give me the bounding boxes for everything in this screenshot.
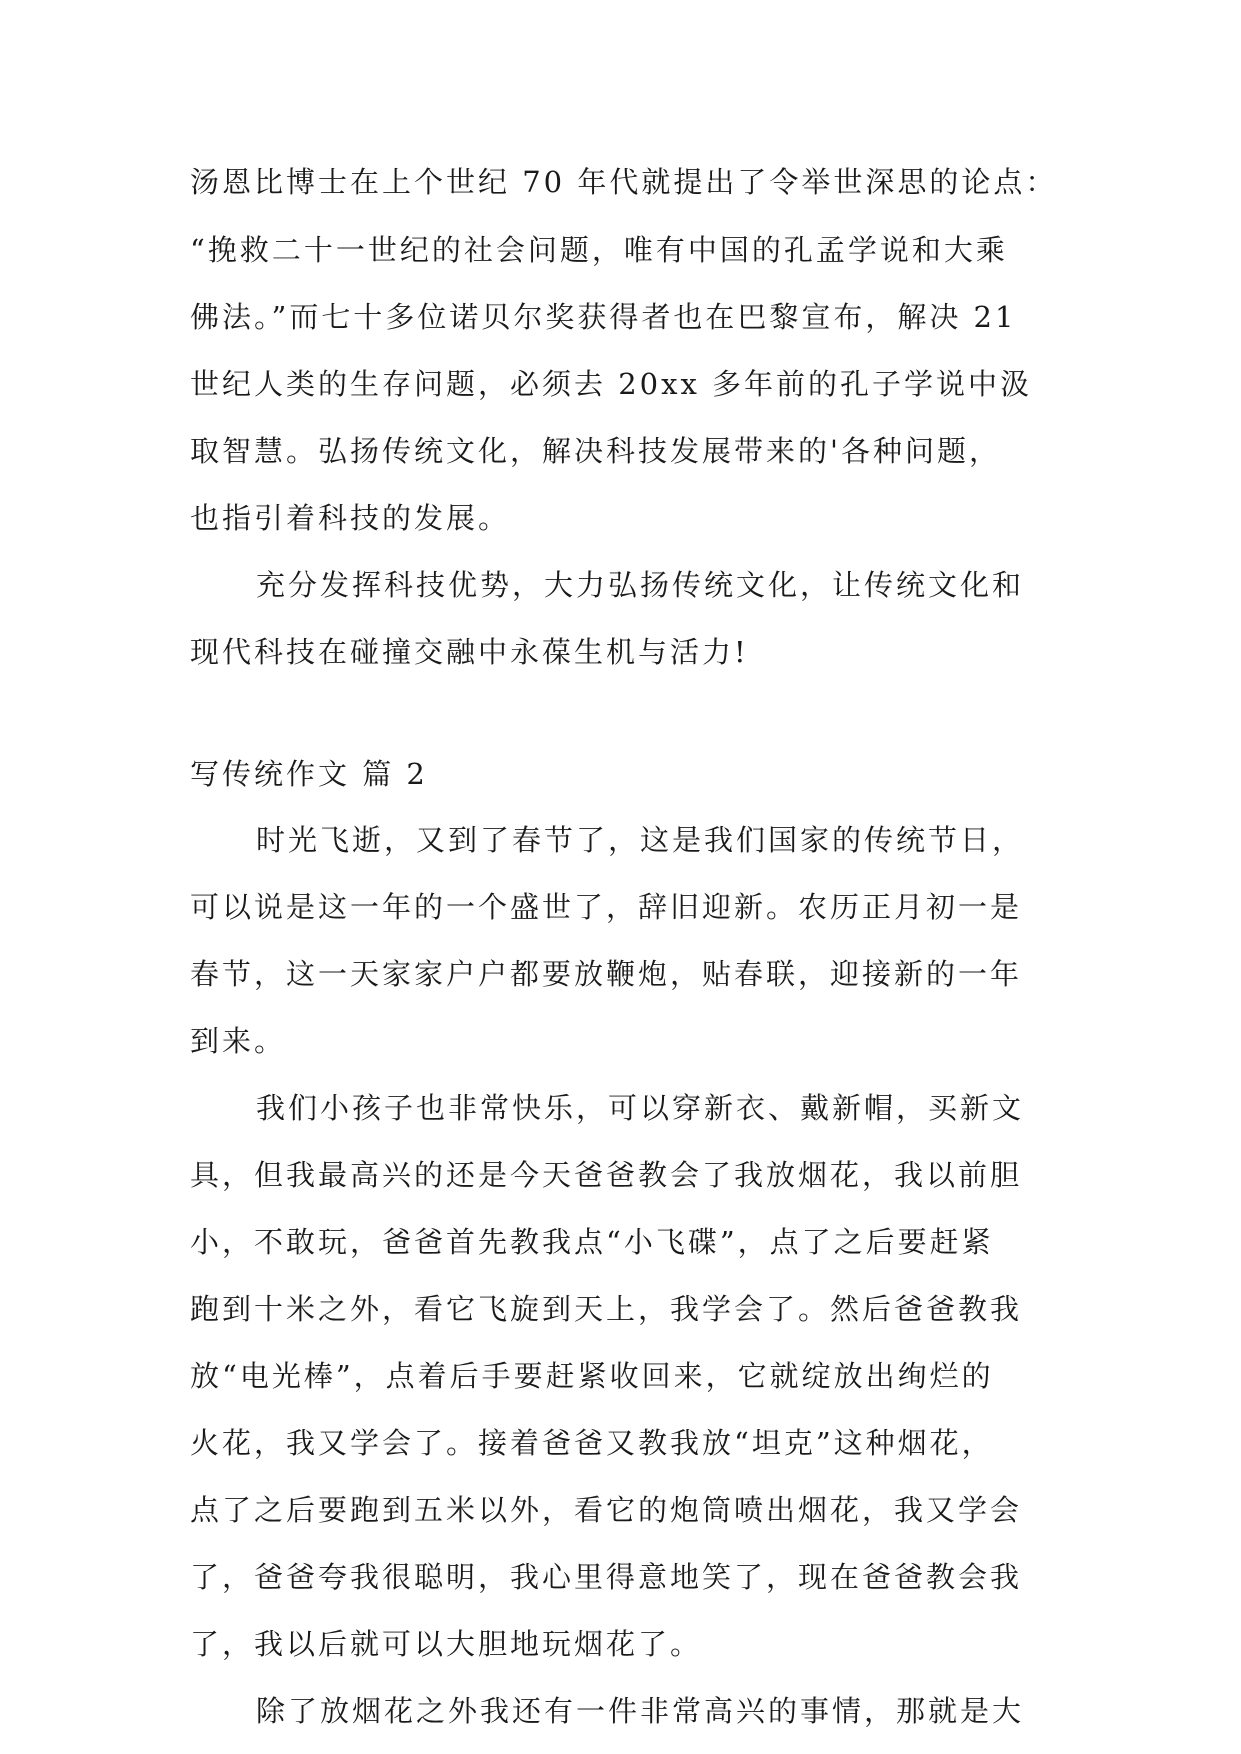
- text-line: 春节，这一天家家户户都要放鞭炮，贴春联，迎接新的一年: [190, 957, 1023, 991]
- text-line: 到来。: [190, 1024, 287, 1058]
- text-line: 点了之后要跑到五米以外，看它的炮筒喷出烟花，我又学会: [190, 1493, 1023, 1527]
- text-line: 跑到十米之外，看它飞旋到天上，我学会了。然后爸爸教我: [190, 1292, 1023, 1326]
- text-line: 小，不敢玩，爸爸首先教我点“小飞碟”，点了之后要赶紧: [190, 1225, 994, 1259]
- text-line: 具，但我最高兴的还是今天爸爸教会了我放烟花，我以前胆: [190, 1158, 1023, 1192]
- paragraph-start-line: 除了放烟花之外我还有一件非常高兴的事情，那就是大: [256, 1694, 1025, 1728]
- text-line: 可以说是这一年的一个盛世了，辞旧迎新。农历正月初一是: [190, 890, 1023, 924]
- text-line: 取智慧。弘扬传统文化，解决科技发展带来的'各种问题，: [190, 434, 1001, 468]
- text-line: 了，爸爸夸我很聪明，我心里得意地笑了，现在爸爸教会我: [190, 1560, 1023, 1594]
- section-heading: 写传统作文 篇 2: [190, 757, 428, 791]
- text-line: 汤恩比博士在上个世纪 70 年代就提出了令举世深思的论点：: [190, 165, 1058, 199]
- text-line: 现代科技在碰撞交融中永葆生机与活力!: [190, 635, 749, 669]
- text-line: “挽救二十一世纪的社会问题，唯有中国的孔孟学说和大乘: [190, 233, 1008, 267]
- text-line: 佛法。”而七十多位诺贝尔奖获得者也在巴黎宣布，解决 21: [190, 300, 1017, 334]
- paragraph-start-line: 充分发挥科技优势，大力弘扬传统文化，让传统文化和: [256, 568, 1025, 602]
- paragraph-start-line: 时光飞逝，又到了春节了，这是我们国家的传统节日，: [256, 823, 1025, 857]
- text-line: 放“电光棒”，点着后手要赶紧收回来，它就绽放出绚烂的: [190, 1359, 994, 1393]
- text-line: 也指引着科技的发展。: [190, 501, 511, 535]
- paragraph-start-line: 我们小孩子也非常快乐，可以穿新衣、戴新帽，买新文: [256, 1091, 1025, 1125]
- text-line: 世纪人类的生存问题，必须去 20xx 多年前的孔子学说中汲: [190, 367, 1033, 401]
- text-line: 了，我以后就可以大胆地玩烟花了。: [190, 1627, 703, 1661]
- text-line: 火花，我又学会了。接着爸爸又教我放“坦克”这种烟花，: [190, 1426, 994, 1460]
